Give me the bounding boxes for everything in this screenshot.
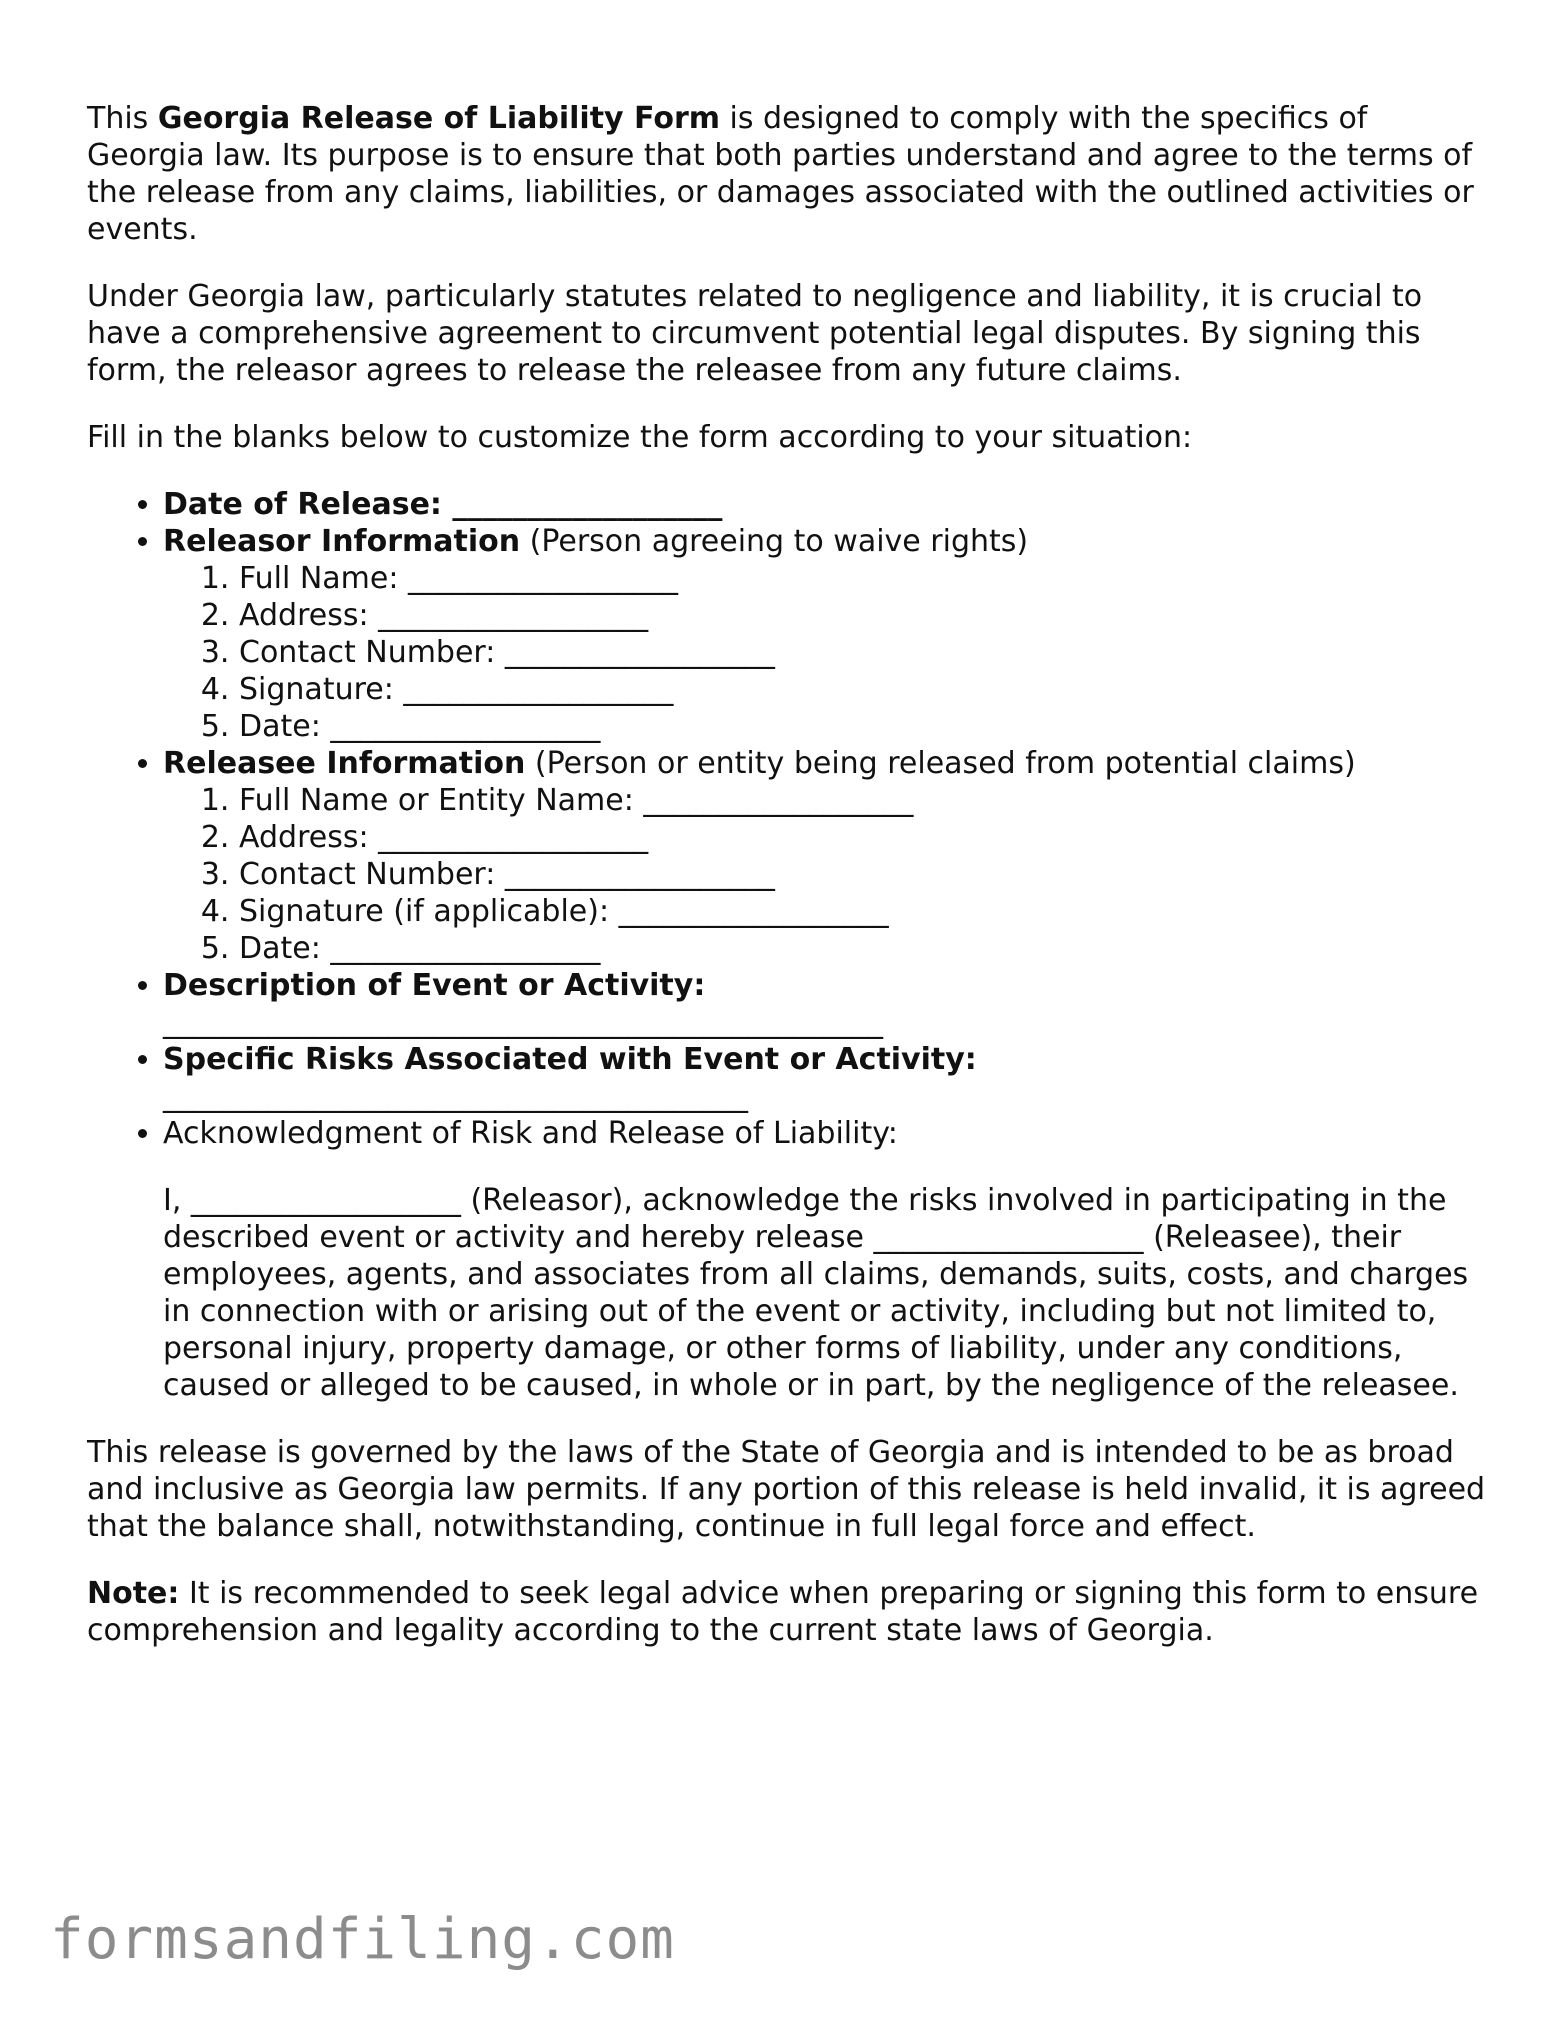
releasor-heading: Releasor Information	[163, 524, 521, 559]
law-paragraph: Under Georgia law, particularly statutes related to negligence and liability, it is crucial to have a comprehensive agreement to circumvent potential legal disputes. By signing this form, the releasor agrees to release the releasee from any future claims.	[87, 279, 1423, 388]
watermark: formsandfiling.com	[50, 1907, 675, 1972]
releasor-note: (Person agreeing to waive rights)	[520, 524, 1029, 559]
releasee-fields	[163, 782, 1487, 967]
date-of-release-item	[163, 486, 1487, 523]
description-label: Description of Event or Activity:	[163, 968, 706, 1003]
risks-blank-field[interactable]: _______________________________________	[163, 1079, 748, 1114]
releasor-date-field[interactable]: 5. Date: __________________	[239, 708, 1487, 745]
releasee-section	[163, 745, 1487, 967]
note-label: Note:	[87, 1576, 180, 1611]
risks-item	[163, 1041, 1487, 1115]
releasee-contact-number-field[interactable]: 3. Contact Number: __________________	[239, 856, 1487, 893]
intro-prefix: This	[87, 101, 158, 136]
releasor-section	[163, 523, 1487, 745]
releasee-name-field[interactable]: 1. Full Name or Entity Name: __________________	[239, 782, 1487, 819]
releasee-date-field[interactable]: 5. Date: __________________	[239, 930, 1487, 967]
note-text: It is recommended to seek legal advice when preparing or signing this form to ensure comprehension and legality according to the current state laws of Georgia.	[87, 1576, 1479, 1648]
releasee-note: (Person or entity being released from potential claims)	[525, 746, 1356, 781]
releasor-address-field[interactable]: 2. Address: __________________	[239, 597, 1487, 634]
intro-paragraph	[87, 100, 1487, 248]
description-item	[163, 967, 1487, 1041]
acknowledgment-label: Acknowledgment of Risk and Release of Liability:	[163, 1116, 898, 1151]
releasor-full-name-field[interactable]: 1. Full Name: __________________	[239, 560, 1487, 597]
date-of-release-field[interactable]: Date of Release: __________________	[163, 487, 723, 522]
releasee-address-field[interactable]: 2. Address: __________________	[239, 819, 1487, 856]
document-body	[87, 100, 1487, 1679]
risks-label: Specific Risks Associated with Event or Activity:	[163, 1042, 977, 1077]
releasor-fields	[163, 560, 1487, 745]
form-title: Georgia Release of Liability Form	[157, 101, 720, 136]
description-blank-field[interactable]: ________________________________________________	[163, 1005, 883, 1040]
instructions-paragraph: Fill in the blanks below to customize the form according to your situation:	[87, 420, 1193, 455]
acknowledgment-item	[163, 1115, 1487, 1404]
releasee-signature-field[interactable]: 4. Signature (if applicable): __________________	[239, 893, 1487, 930]
intro-rest: is designed to comply with the specifics of Georgia law. Its purpose is to ensure that both parties understand and agree to the terms of the release from any claims, liabilities, or damages associated with the outlined activities or events.	[87, 101, 1474, 247]
form-fields-list	[87, 486, 1487, 1404]
releasor-contact-number-field[interactable]: 3. Contact Number: __________________	[239, 634, 1487, 671]
acknowledgment-text: I, __________________ (Releasor), acknowledge the risks involved in participating in the described event or activity and hereby release __________________ (Releasee), their employees, agents, and associates from all claims, demands, suits, costs, and charges in connection with or arising out of the event or activity, including but not limited to, personal injury, property damage, or other forms of liability, under any conditions, caused or alleged to be caused, in whole or in part, by the negligence of the releasee.	[163, 1183, 1469, 1403]
note-paragraph	[87, 1575, 1487, 1649]
releasor-signature-field[interactable]: 4. Signature: __________________	[239, 671, 1487, 708]
governing-law-paragraph: This release is governed by the laws of the State of Georgia and is intended to be as broad and inclusive as Georgia law permits. If any portion of this release is held invalid, it is agreed that the balance shall, notwithstanding, continue in full legal force and effect.	[87, 1435, 1486, 1544]
releasee-heading: Releasee Information	[163, 746, 526, 781]
